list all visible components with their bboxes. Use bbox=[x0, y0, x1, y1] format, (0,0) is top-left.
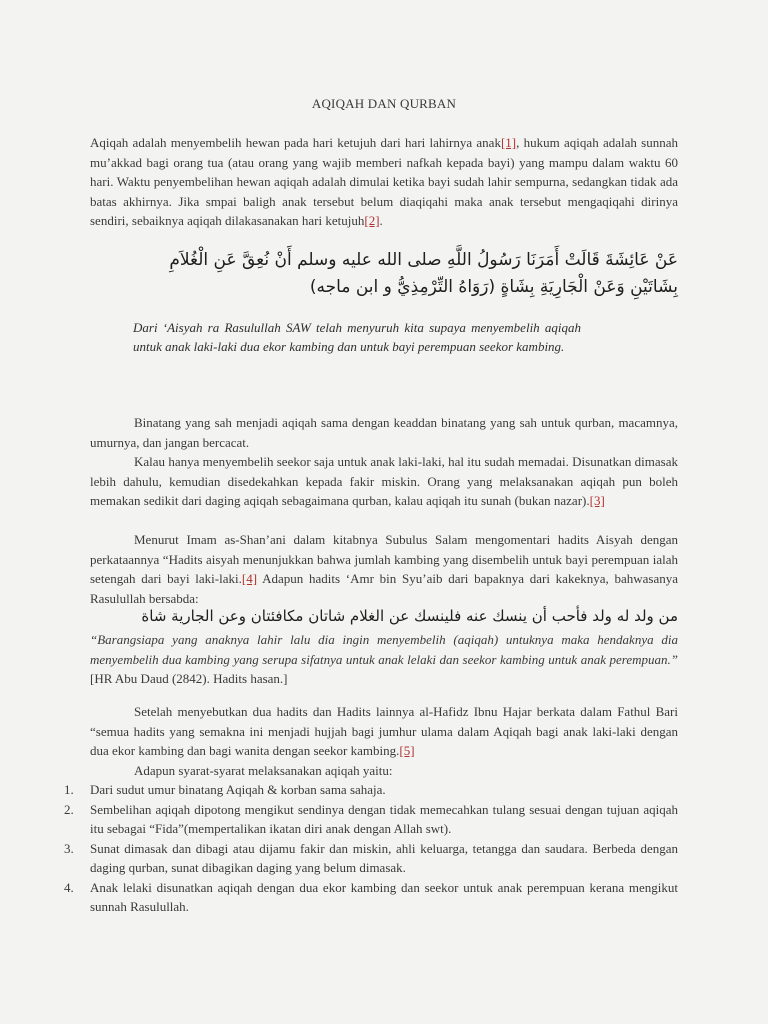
arabic-line: بِشَاتَيْنِ وَعَنْ الْجَارِيَةِ بِشَاةٍ (رَوَاهُ التِّرْمِذِيُّ و ابن ماجه) bbox=[309, 277, 678, 297]
hadith-translation: Dari ‘Aisyah ra Rasulullah SAW telah menyuruh kita supaya menyembelih aqiqah untuk anak laki-laki dua ekor kambing dan untuk bayi perempuan seekor kambing. bbox=[133, 320, 581, 354]
list-text: Dari sudut umur binatang Aqiqah & korban sama sahaja. bbox=[90, 782, 386, 797]
paragraph-text: Aqiqah adalah menyembelih hewan pada hari ketujuh dari hari lahirnya anak bbox=[90, 135, 501, 150]
list-number: 2. bbox=[64, 801, 74, 817]
hadith-quote: “Barangsiapa yang anaknya lahir lalu dia ingin menyembelih (aqiqah) untuknya maka hendaknya dia menyembelih dua kambing yang serupa sifatnya untuk anak lelaki dan seekor kambing untuk anak perempuan.” bbox=[90, 632, 678, 667]
arabic-hadith-2: من ولد له ولد فأحب أن ينسك عنه فلينسك عن الغلام شاتان مكافئتان وعن الجارية شاة bbox=[141, 607, 678, 625]
paragraph-quote bbox=[90, 630, 678, 689]
list-text: Sembelihan aqiqah dipotong mengikut sendinya dengan tidak memecahkan tulang sesuai dengan tujuan aqiqah itu sebagai “Fida”(mempertalikan ikatan diri anak dengan Allah swt). bbox=[90, 801, 678, 836]
footnote-link-2[interactable]: [2] bbox=[364, 213, 380, 228]
requirements-list bbox=[64, 780, 678, 917]
list-item bbox=[64, 800, 678, 839]
paragraph-intro: Aqiqah adalah menyembelih hewan pada hari ketujuh dari hari lahirnya anak[1], hukum aqiqah adalah sunnah mu’akkad bagi orang tua (atau orang yang wajib memberi nafkah kepada bayi) yang mampu dalam waktu 60 hari. Waktu penyembelihan hewan aqiqah adalah dimulai ketika bayi sudah lahir sempurna, sedangkan tidak ada batas akhirnya. Jika smpai baligh anak tersebut belum diaqiqahi maka anak tersebut mengaqiqahi dirinya sendiri, sebaiknya aqiqah dilakasanakan hari ketujuh[2]. bbox=[90, 135, 678, 228]
footnote-link-4[interactable]: [4] bbox=[241, 571, 258, 586]
paragraph-syarat: Adapun syarat-syarat melaksanakan aqiqah yaitu: bbox=[134, 763, 393, 778]
list-item bbox=[64, 839, 678, 878]
footnote-link-5[interactable]: [5] bbox=[399, 743, 415, 758]
paragraph-kalau: Kalau hanya menyembelih seekor saja untuk anak laki-laki, hal itu sudah memadai. Disunatkan dimasak lebih dahulu, kemudian disedekahkan kepada fakir miskin. Orang yang melaksanakan aqiqah pun boleh memakan sedikit dari daging aqiqah sebagaimana qurban, kalau aqiqah itu sunah (bukan nazar).[3] bbox=[90, 454, 678, 508]
list-number: 4. bbox=[64, 879, 74, 895]
arabic-line: عَنْ عَائِشَةَ قَالَتْ أَمَرَنَا رَسُولُ اللَّهِ صلى الله عليه وسلم أَنْ نُعِقَّ عَنِ الْغُلاَمِ bbox=[169, 250, 678, 270]
list-number: 3. bbox=[64, 840, 74, 856]
list-item bbox=[64, 780, 678, 800]
page-title: AQIQAH DAN QURBAN bbox=[311, 96, 457, 111]
hadith-reference: [HR Abu Daud (2842). Hadits hasan.] bbox=[90, 671, 288, 686]
footnote-link-3[interactable]: [3] bbox=[589, 493, 605, 508]
list-text: Sunat dimasak dan dibagi atau dijamu fakir dan miskin, ahli keluarga, tetangga dan saudara. Berbeda dengan daging qurban, sunat dibagikan daging yang belum dimasak. bbox=[90, 840, 678, 875]
paragraph-text: , hukum aqiqah adalah sunnah mu’akkad bagi orang tua (atau orang yang wajib memberi nafkah kepada bayi) yang mampu dalam waktu 60 hari. Waktu penyembelihan hewan aqiqah adalah dimulai ketika bayi sudah lahir sempurna, sedangkan tidak ada batas akhirnya. Jika smpai baligh anak tersebut belum diaqiqahi maka anak tersebut mengaqiqahi dirinya sendiri, sebaiknya aqiqah dilakasanakan hari ketujuh bbox=[90, 135, 678, 228]
footnote-link-1[interactable]: [1] bbox=[500, 135, 517, 150]
paragraph-binatang: Binatang yang sah menjadi aqiqah sama dengan keaddan binatang yang sah untuk qurban, macamnya, umurnya, dan jangan bercacat. bbox=[90, 415, 678, 450]
paragraph-menurut: Menurut Imam as-Shan’ani dalam kitabnya Subulus Salam mengomentari hadits Aisyah dengan perkataannya “Hadits aisyah menunjukkan bahwa jumlah kambing yang disembelih untuk bayi perempuan ialah setengah dari bayi laki-laki.[4] Adapun hadits ‘Amr bin Syu’aib dari bapaknya dari kakeknya, bahwasanya Rasulullah bersabda: bbox=[90, 532, 678, 606]
list-text: Anak lelaki disunatkan aqiqah dengan dua ekor kambing dan seekor untuk anak perempuan kerana mengikut sunnah Rasulullah. bbox=[90, 879, 678, 914]
arabic-hadith-1 bbox=[112, 247, 678, 301]
paragraph-setelah: Setelah menyebutkan dua hadits dan Hadits lainnya al-Hafidz Ibnu Hajar berkata dalam Fathul Bari “semua hadits yang semakna ini menjadi hujjah bagi jumhur ulama dalam Aqiqah bagi anak laki-laki dengan dua ekor kambing dan bagi wanita dengan seekor kambing.[5] bbox=[90, 704, 678, 758]
list-number: 1. bbox=[64, 782, 74, 797]
list-item bbox=[64, 878, 678, 917]
